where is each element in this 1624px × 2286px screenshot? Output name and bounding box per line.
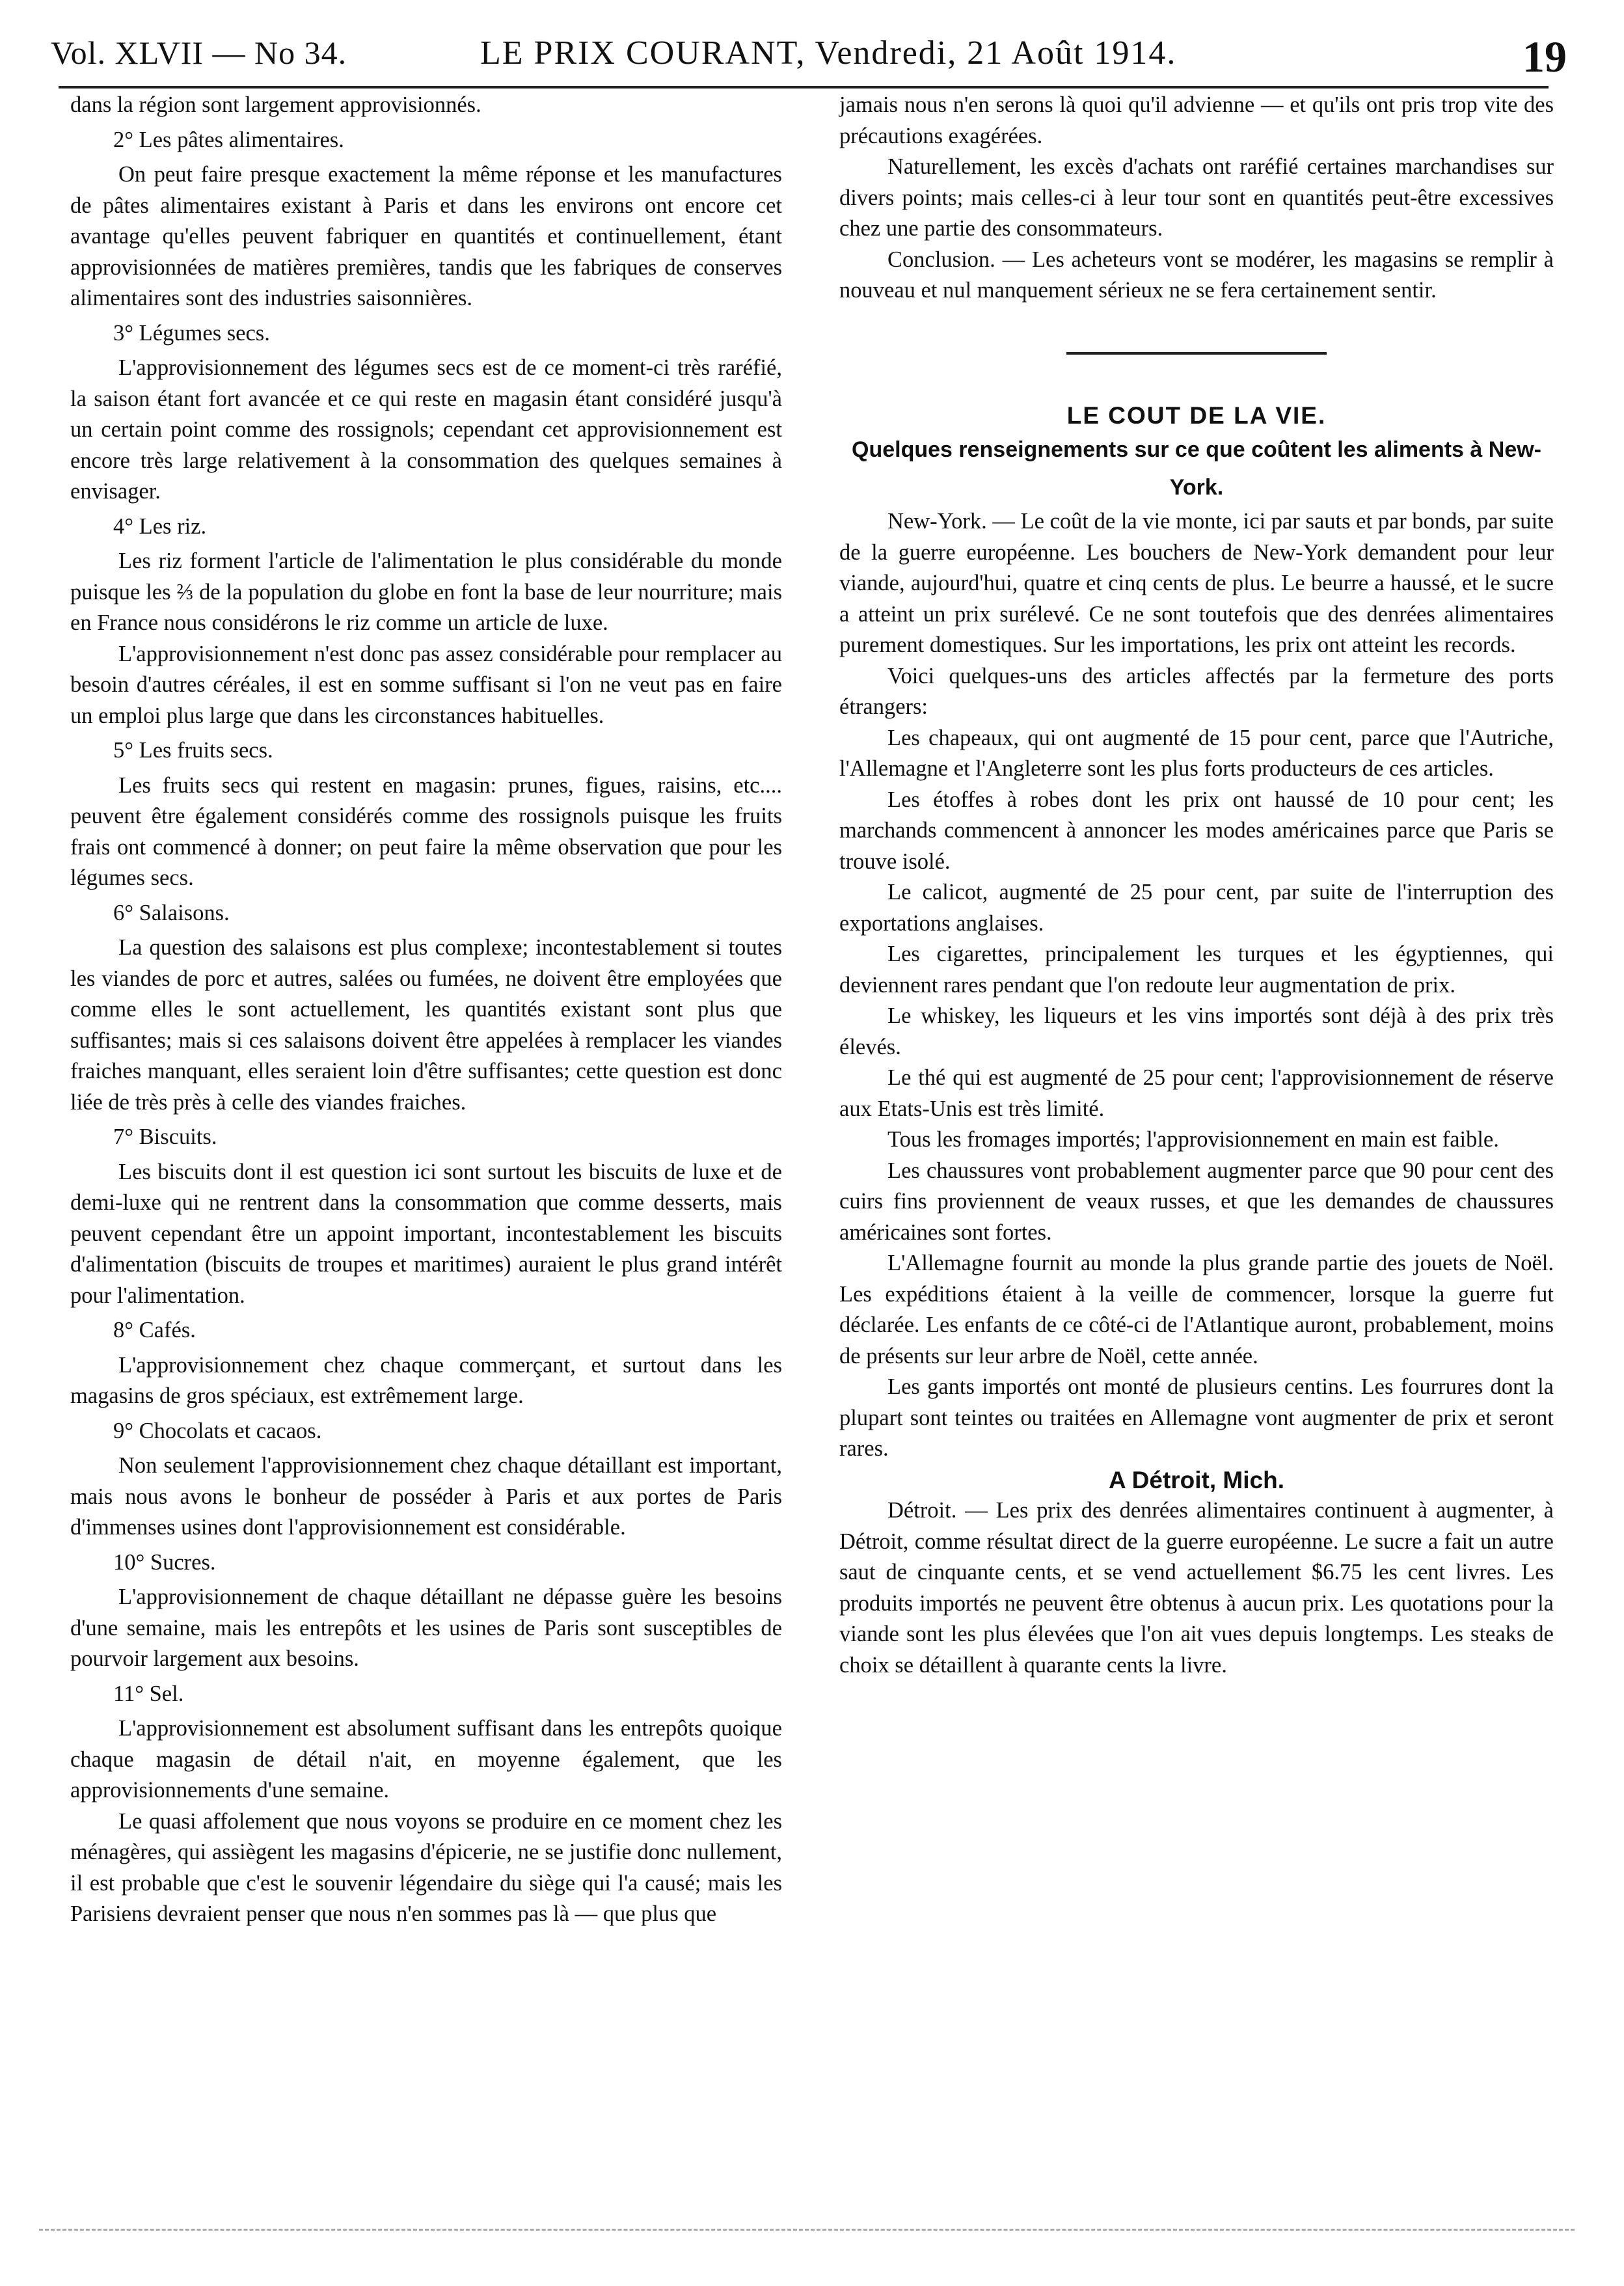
section-heading: 11° Sel. [113, 1681, 184, 1706]
paragraph: dans la région sont largement approvisionnés. [70, 92, 481, 117]
right-column [839, 90, 1554, 1681]
paragraph: Les étoffes à robes dont les prix ont haussé de 10 pour cent; les marchands commencent à annoncer les modes américaines parce que Paris se trouve isolé. [839, 787, 1554, 874]
paragraph: jamais nous n'en serons là quoi qu'il advienne — et qu'ils ont pris trop vite des précautions exagérées. [839, 92, 1554, 148]
header-rule [59, 86, 1549, 88]
section-heading: 2° Les pâtes alimentaires. [113, 127, 344, 152]
section-heading: 5° Les fruits secs. [113, 738, 273, 763]
paragraph: Tous les fromages importés; l'approvisionnement en main est faible. [887, 1127, 1499, 1152]
paragraph: Le thé qui est augmenté de 25 pour cent; l'approvisionnement de réserve aux Etats-Unis est très limité. [839, 1065, 1554, 1121]
article-title: LE COUT DE LA VIE. [1066, 401, 1327, 429]
paragraph: La question des salaisons est plus complexe; incontestablement si toutes les viandes de porc et autres, salées ou fumées, ne doivent être employées que comme elles le sont actuellement, les quantités existant sont plus que suffisantes; mais si ces salaisons doivent être appelées à remplacer les viandes fraiches manquant, elles seraient loin d'être suffisantes; cette question est donc liée de très près à celle des viandes fraiches. [70, 935, 782, 1115]
section-title: A Détroit, Mich. [1109, 1466, 1284, 1493]
separator-rule [1066, 352, 1327, 355]
paragraph: Les riz forment l'article de l'alimentation le plus considérable du monde puisque les ⅔ de la population du globe en font la base de leur nourriture; mais en France nous considérons le riz comme un article de luxe. [70, 549, 782, 635]
page-bottom-edge [39, 2229, 1575, 2231]
section-heading: 9° Chocolats et cacaos. [113, 1418, 322, 1443]
paragraph: Les gants importés ont monté de plusieurs centins. Les fourrures dont la plupart sont teintes ou traitées en Allemagne vont augmenter de prix et seront rares. [839, 1374, 1554, 1461]
page-number: 19 [1522, 32, 1567, 81]
section-heading: 7° Biscuits. [113, 1124, 217, 1149]
paragraph: L'approvisionnement est absolument suffisant dans les entrepôts quoique chaque magasin de détail n'ait, en moyenne également, que les approvisionnements d'une semaine. [70, 1716, 782, 1803]
masthead-title: LE PRIX COURANT, Vendredi, 21 Août 1914. [480, 34, 1177, 72]
paragraph: Les cigarettes, principalement les turques et les égyptiennes, qui deviennent rares pendant que l'on redoute leur augmentation de prix. [839, 942, 1554, 998]
paragraph: L'approvisionnement n'est donc pas assez considérable pour remplacer au besoin d'autres céréales, il est en somme suffisant si l'on ne veut pas en faire un emploi plus large que dans les circonstances habituelles. [70, 641, 782, 728]
paragraph: L'approvisionnement de chaque détaillant ne dépasse guère les besoins d'une semaine, mais les entrepôts et les usines de Paris sont susceptibles de pourvoir largement aux besoins. [70, 1585, 782, 1671]
paragraph: Le quasi affolement que nous voyons se produire en ce moment chez les ménagères, qui assiègent les magasins d'épicerie, ne se justifie donc nullement, il est probable que c'est le souvenir légendaire du siège qui l'a causé; mais les Parisiens devraient penser que nous n'en sommes pas là — que plus que [70, 1808, 782, 1926]
paragraph: Les biscuits dont il est question ici sont surtout les biscuits de luxe et de demi-luxe qui ne rentrent dans la consommation que comme desserts, mais peuvent cependant être un appoint important, incontestablement les biscuits d'alimentation (biscuits de troupes et maritimes) auraient le plus grand intérêt pour l'alimentation. [70, 1159, 782, 1308]
paragraph: On peut faire presque exactement la même réponse et les manufactures de pâtes alimentaires existant à Paris et dans les environs ont encore cet avantage qu'elles peuvent fabriquer en quantités et continuellement, étant approvisionnées de matières premières, tandis que les fabriques de conserves alimentaires sont des industries saisonnières. [70, 162, 782, 310]
paragraph: Les fruits secs qui restent en magasin: prunes, figues, raisins, etc.... peuvent être également considérés comme des rossignols puisque les fruits frais ont commencé à donner; on peut faire la même observation que pour les légumes secs. [70, 772, 782, 890]
paragraph: New-York. — Le coût de la vie monte, ici par sauts et par bonds, par suite de la guerre européenne. Les bouchers de New-York demandent pour leur viande, aujourd'hui, quatre et cinq cents de plus. Le beurre a haussé, et le sucre a atteint un prix surélevé. Ce ne sont toutefois que des denrées alimentaires purement domestiques. Sur les importations, les prix ont atteint les records. [839, 509, 1554, 657]
section-heading: 6° Salaisons. [113, 900, 230, 925]
paragraph: Non seulement l'approvisionnement chez chaque détaillant est important, mais nous avons le bonheur de posséder à Paris et aux portes de Paris d'immenses usines dont l'approvisionnement est considérable. [70, 1453, 782, 1540]
article-subtitle: Quelques renseignements sur ce que coûtent les aliments à New-York. [852, 437, 1541, 500]
left-column [70, 90, 782, 1930]
page-header [51, 20, 1567, 81]
paragraph: Le whiskey, les liqueurs et les vins importés sont déjà à des prix très élevés. [839, 1003, 1554, 1059]
paragraph: L'Allemagne fournit au monde la plus grande partie des jouets de Noël. Les expéditions étaient à la veille de commencer, lorsque la guerre fut déclarée. Les enfants de ce côté-ci de l'Atlantique auront, probablement, moins de présents sur leur arbre de Noël, cette année. [839, 1251, 1554, 1368]
paragraph: Le calicot, augmenté de 25 pour cent, par suite de l'interruption des exportations anglaises. [839, 880, 1554, 936]
paragraph: L'approvisionnement des légumes secs est de ce moment-ci très raréfié, la saison étant fort avancée et ce qui reste en magasin étant considéré jusqu'à un certain point comme des rossignols; cependant cet approvisionnement est encore très large relativement à la consommation des quelques semaines à envisager. [70, 355, 782, 504]
paragraph: Naturellement, les excès d'achats ont raréfié certaines marchandises sur divers points; mais celles-ci à leur tour sont en quantités peut-être excessives chez une partie des consommateurs. [839, 154, 1554, 241]
paragraph: Détroit. — Les prix des denrées alimentaires continuent à augmenter, à Détroit, comme résultat direct de la guerre européenne. Le sucre a fait un autre saut de cinquante cents, et se vend actuellement $6.75 les cent livres. Les produits importés ne peuvent être obtenus à aucun prix. Les quotations pour la viande sont les plus élevées que l'on ait vues depuis longtemps. Les steaks de choix se détaillent à quarante cents la livre. [839, 1498, 1554, 1678]
paragraph: Voici quelques-uns des articles affectés par la fermeture des ports étrangers: [839, 663, 1554, 719]
section-heading: 10° Sucres. [113, 1549, 216, 1575]
paragraph: Conclusion. — Les acheteurs vont se modérer, les magasins se remplir à nouveau et nul manquement sérieux ne se fera certainement sentir. [839, 247, 1554, 303]
paragraph: Les chaussures vont probablement augmenter parce que 90 pour cent des cuirs fins proviennent de veaux russes, et que les demandes de chaussures américaines sont fortes. [839, 1158, 1554, 1245]
section-heading: 4° Les riz. [113, 513, 207, 539]
section-heading: 3° Légumes secs. [113, 320, 270, 346]
paragraph: L'approvisionnement chez chaque commerçant, et surtout dans les magasins de gros spéciaux, est extrêmement large. [70, 1352, 782, 1408]
section-heading: 8° Cafés. [113, 1318, 196, 1342]
paragraph: Les chapeaux, qui ont augmenté de 15 pour cent, parce que l'Autriche, l'Allemagne et l'Angleterre sont les plus forts producteurs de ces articles. [839, 725, 1554, 781]
volume-number: Vol. XLVII — No 34. [51, 34, 347, 71]
